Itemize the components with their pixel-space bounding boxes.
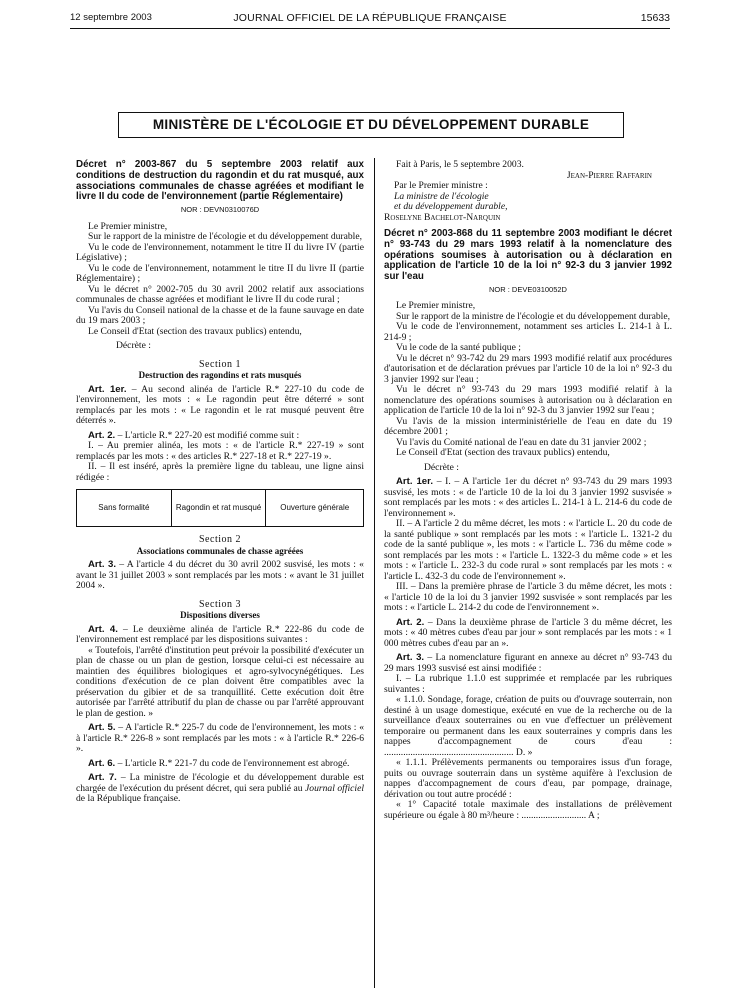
decree2-art2	[384, 618, 672, 650]
decree1-title: Décret n° 2003-867 du 5 septembre 2003 relatif aux conditions de destruction du ragondin et du rat musqué, aux associations communales de chasse agréées et modifiant le livre II du code de l'environnement (partie Réglementaire)	[76, 159, 364, 203]
decree2-art1-p2: II. – A l'article 2 du même décret, les mots : « l'article L. 20 du code de la santé publique » sont remplacés par les mots : « l'article L. 1321-2 du code de la santé publique », les mots : « l'article L. 736 du même code » sont remplacés par les mots : « l'article L. 1322-3 du même code » et les mots : « l'article L. 232-3 du code rural » sont remplacés par les mots : « l'article L. 432-3 du code de l'environnement ».	[384, 518, 672, 582]
decree1-preamble-5: Vu l'avis du Conseil national de la chasse et de la faune sauvage en date du 19 mars 2003 ;	[76, 304, 364, 327]
table-row	[77, 490, 364, 527]
running-header	[70, 12, 670, 28]
species-table	[76, 489, 364, 527]
section1-label: Section 1	[199, 358, 241, 370]
art-label: Art. 1er.	[88, 383, 127, 395]
journal-name: Journal officiel	[305, 782, 364, 794]
art-label: Art. 2.	[88, 429, 116, 441]
decree2-art3-q2: « 1.1.1. Prélèvements permanents ou temporaires issus d'un forage, puits ou ouvrage souterrain dans un système aquifère à l'exclusion de nappes d'accompagnement de cours d'eau, par pompage, drainage, dérivation ou tout autre procédé :	[384, 757, 672, 800]
art-label: Art. 6.	[88, 757, 116, 769]
signature-minister-title-1: La ministre de l'écologie	[394, 190, 489, 202]
art-text: – I. – A l'article 1er du décret n° 93-743 du 29 mars 1993 susvisé, les mots : « de l'article 10 de la loi du 3 janvier 1992 susvisée » sont remplacés par les mots : « des articles L. 214-1 à L. 214-6 du code de l'environnement ».	[384, 476, 672, 519]
decree1-preamble-3: Vu le code de l'environnement, notamment le titre II du livre II (partie Réglementaire) ;	[76, 262, 364, 285]
section3-label: Section 3	[199, 598, 241, 610]
decree2-preamble-8: Le Conseil d'Etat (section des travaux publics) entendu,	[396, 447, 610, 459]
header-rule	[70, 28, 670, 29]
decree2-preamble-2: Vu le code de l'environnement, notamment ses articles L. 214-1 à L. 214-9 ;	[384, 321, 672, 343]
decree1-art2-p1: I. – Au premier alinéa, les mots : « de l'article R.* 227-19 » sont remplacés par les mots : « des articles R.* 227-18 et R.* 227-19 ».	[76, 440, 364, 462]
decree2-preamble-3: Vu le code de la santé publique ;	[396, 342, 521, 354]
column-divider	[374, 158, 375, 988]
decree2-title: Décret n° 2003-868 du 11 septembre 2003 modifiant le décret n° 93-743 du 29 mars 1993 relatif à la nomenclature des opérations soumises à autorisation ou à déclaration en application de l'article 10 de la loi n° 92-3 du 3 janvier 1992 sur l'eau	[384, 228, 672, 283]
section3-title: Dispositions diverses	[180, 610, 260, 621]
decree2-preamble-6: Vu l'avis de la mission interministérielle de l'eau en date du 19 décembre 2001 ;	[384, 415, 672, 438]
decree1-preamble-0: Le Premier ministre,	[88, 220, 168, 232]
decree2-art1-p3: III. – Dans la première phrase de l'article 3 du même décret, les mots : « l'article 10 de la loi du 3 janvier 1992 susvisée » sont remplacés par les mots : « l'article L. 214-2 du code de l'environnement ».	[384, 581, 672, 614]
decree1-art4-quote: « Toutefois, l'arrêté d'institution peut prévoir la possibilité d'exécuter un plan de chasse ou un plan de gestion, lorsque celui-ci est nécessaire au maintien des équilibres biologiques et agro-sylvocynégétiques. Les conditions d'exécution de ce plan doivent être compatibles avec la préservation du gibier et de sa tranquillité. Cette exécution doit être autorisée par l'arrêté attributif du plan de chasse ou par l'arrêté approuvant le plan de gestion. »	[76, 644, 364, 719]
art-label: Art. 7.	[88, 772, 117, 784]
art-label: Art. 1er.	[396, 476, 434, 488]
art-text: – Le deuxième alinéa de l'article R.* 222-86 du code de l'environnement est remplacé par les dispositions suivantes :	[76, 623, 364, 646]
signature-prime-minister: Jean-Pierre Raffarin	[566, 169, 652, 181]
decree1-decrete: Décrète :	[116, 340, 151, 352]
art-text: – L'article R.* 227-20 est modifié comme suit :	[117, 429, 300, 441]
signature-by: Par le Premier ministre :	[394, 180, 488, 191]
section2-title: Associations communales de chasse agréées	[136, 545, 304, 556]
left-column	[76, 160, 364, 805]
decree2-preamble-0: Le Premier ministre,	[396, 300, 476, 312]
art-label: Art. 3.	[396, 652, 425, 664]
table-cell: Ragondin et rat musqué	[171, 490, 266, 527]
table-cell: Ouverture générale	[266, 490, 364, 527]
decree1-preamble-6: Le Conseil d'Etat (section des travaux publics) entendu,	[88, 325, 302, 337]
header-date: 12 septembre 2003	[70, 12, 152, 23]
table-cell: Sans formalité	[77, 490, 172, 527]
section2-label: Section 2	[199, 534, 241, 546]
journal-title: JOURNAL OFFICIEL DE LA RÉPUBLIQUE FRANÇAISE	[233, 12, 507, 24]
decree1-art3	[76, 560, 364, 592]
decree1-preamble-2: Vu le code de l'environnement, notamment le titre II du livre IV (partie Législative) ;	[76, 241, 364, 264]
art-text: – Dans la deuxième phrase de l'article 3 du même décret, les mots : « 40 mètres cubes d'eau par jour » sont remplacés par les mots : « 1 000 mètres cubes d'eau par an ».	[384, 616, 672, 649]
art-text: – La nomenclature figurant en annexe au décret n° 93-743 du 29 mars 1993 susvisé est ainsi modifiée :	[384, 652, 672, 674]
decree1-art1	[76, 385, 364, 427]
decree2-art1	[384, 477, 672, 519]
decree1-preamble-4: Vu le décret n° 2002-705 du 30 avril 2002 relatif aux associations communales de chasse agréées et modifiant le livre II du code rural ;	[76, 283, 364, 306]
signature-place-date: Fait à Paris, le 5 septembre 2003.	[396, 159, 524, 170]
art-text: de la République française.	[76, 793, 181, 805]
right-column	[384, 160, 672, 821]
decree2-preamble-4: Vu le décret n° 93-742 du 29 mars 1993 modifié relatif aux procédures d'autorisation et de déclaration prévues par l'article 10 de la loi n° 92-3 du 3 janvier 1992 sur l'eau ;	[384, 352, 672, 385]
decree1-preamble-1: Sur le rapport de la ministre de l'écologie et du développement durable,	[88, 231, 362, 243]
decree2-art3-p1: I. – La rubrique 1.1.0 est supprimée et remplacée par les rubriques suivantes :	[384, 673, 672, 695]
decree1-art5	[76, 723, 364, 755]
signature-minister-title-2: et du développement durable,	[394, 201, 508, 212]
art-text: – A l'article 4 du décret du 30 avril 2002 susvisé, les mots : « avant le 31 juillet 2003 » sont remplacés par les mots : « avant le 31 juillet 2004 ».	[76, 559, 364, 592]
page-number: 15633	[640, 12, 670, 24]
art-text: – L'article R.* 221-7 du code de l'environnement est abrogé.	[117, 757, 350, 769]
decree2-preamble-5: Vu le décret n° 93-743 du 29 mars 1993 modifié relatif à la nomenclature des opérations soumises à autorisation ou à déclaration en application de l'article 10 de la loi n° 92-3 du 3 janvier 1992 sur l'eau ;	[384, 384, 672, 417]
signature-minister-name: Roselyne Bachelot-Narquin	[384, 211, 501, 223]
art-text: – A l'article R.* 225-7 du code de l'environnement, les mots : « à l'article R.* 226-8 » sont remplacés par les mots : « à l'article R.* 226-6 ».	[76, 722, 364, 755]
art-text: – Au second alinéa de l'article R.* 227-10 du code de l'environnement, les mots : « Le ragondin peut être déterré » sont remplacés par les mots : « Le ragondin et le rat musqué peuvent être déterrés ».	[76, 383, 364, 427]
art-text: – La ministre de l'écologie et du développement durable est chargée de l'exécution du présent décret, qui sera publié au	[76, 772, 364, 794]
art-label: Art. 3.	[88, 559, 117, 571]
section1-title: Destruction des ragondins et rats musqués	[138, 370, 302, 381]
decree1-art6	[76, 759, 364, 770]
decree1-nor: NOR : DEVN0310076D	[180, 205, 260, 215]
decree2-art3	[384, 653, 672, 674]
decree2-decrete: Décrète :	[424, 461, 459, 473]
decree1-art7	[76, 773, 364, 805]
decree2-nor: NOR : DEVE0310052D	[489, 284, 567, 294]
art-label: Art. 5.	[88, 722, 116, 734]
decree2-preamble-7: Vu l'avis du Comité national de l'eau en date du 31 janvier 2002 ;	[396, 436, 647, 448]
art-label: Art. 4.	[88, 623, 118, 635]
decree1-art4	[76, 625, 364, 646]
decree2-art3-q3: « 1° Capacité totale maximale des installations de prélèvement supérieure ou égale à 80 m³/heure : ........................... A ;	[384, 799, 672, 821]
decree2-preamble-1: Sur le rapport de la ministre de l'écologie et du développement durable,	[396, 310, 670, 322]
decree2-art3-q1: « 1.1.0. Sondage, forage, création de puits ou d'ouvrage souterrain, non destiné à un usage domestique, exécuté en vue de la recherche ou de la surveillance d'eaux souterraines ou en vue d'effectuer un prélèvement temporaire ou permanent dans les eaux souterraines y compris dans les nappes d'accompagnement de cours d'eau : ...................................................... D. »	[384, 694, 672, 758]
art-label: Art. 2.	[396, 616, 425, 628]
decree1-art2-p2: II. – Il est inséré, après la première ligne du tableau, une ligne ainsi rédigée :	[76, 461, 364, 483]
ministry-heading: MINISTÈRE DE L'ÉCOLOGIE ET DU DÉVELOPPEMENT DURABLE	[118, 112, 624, 138]
